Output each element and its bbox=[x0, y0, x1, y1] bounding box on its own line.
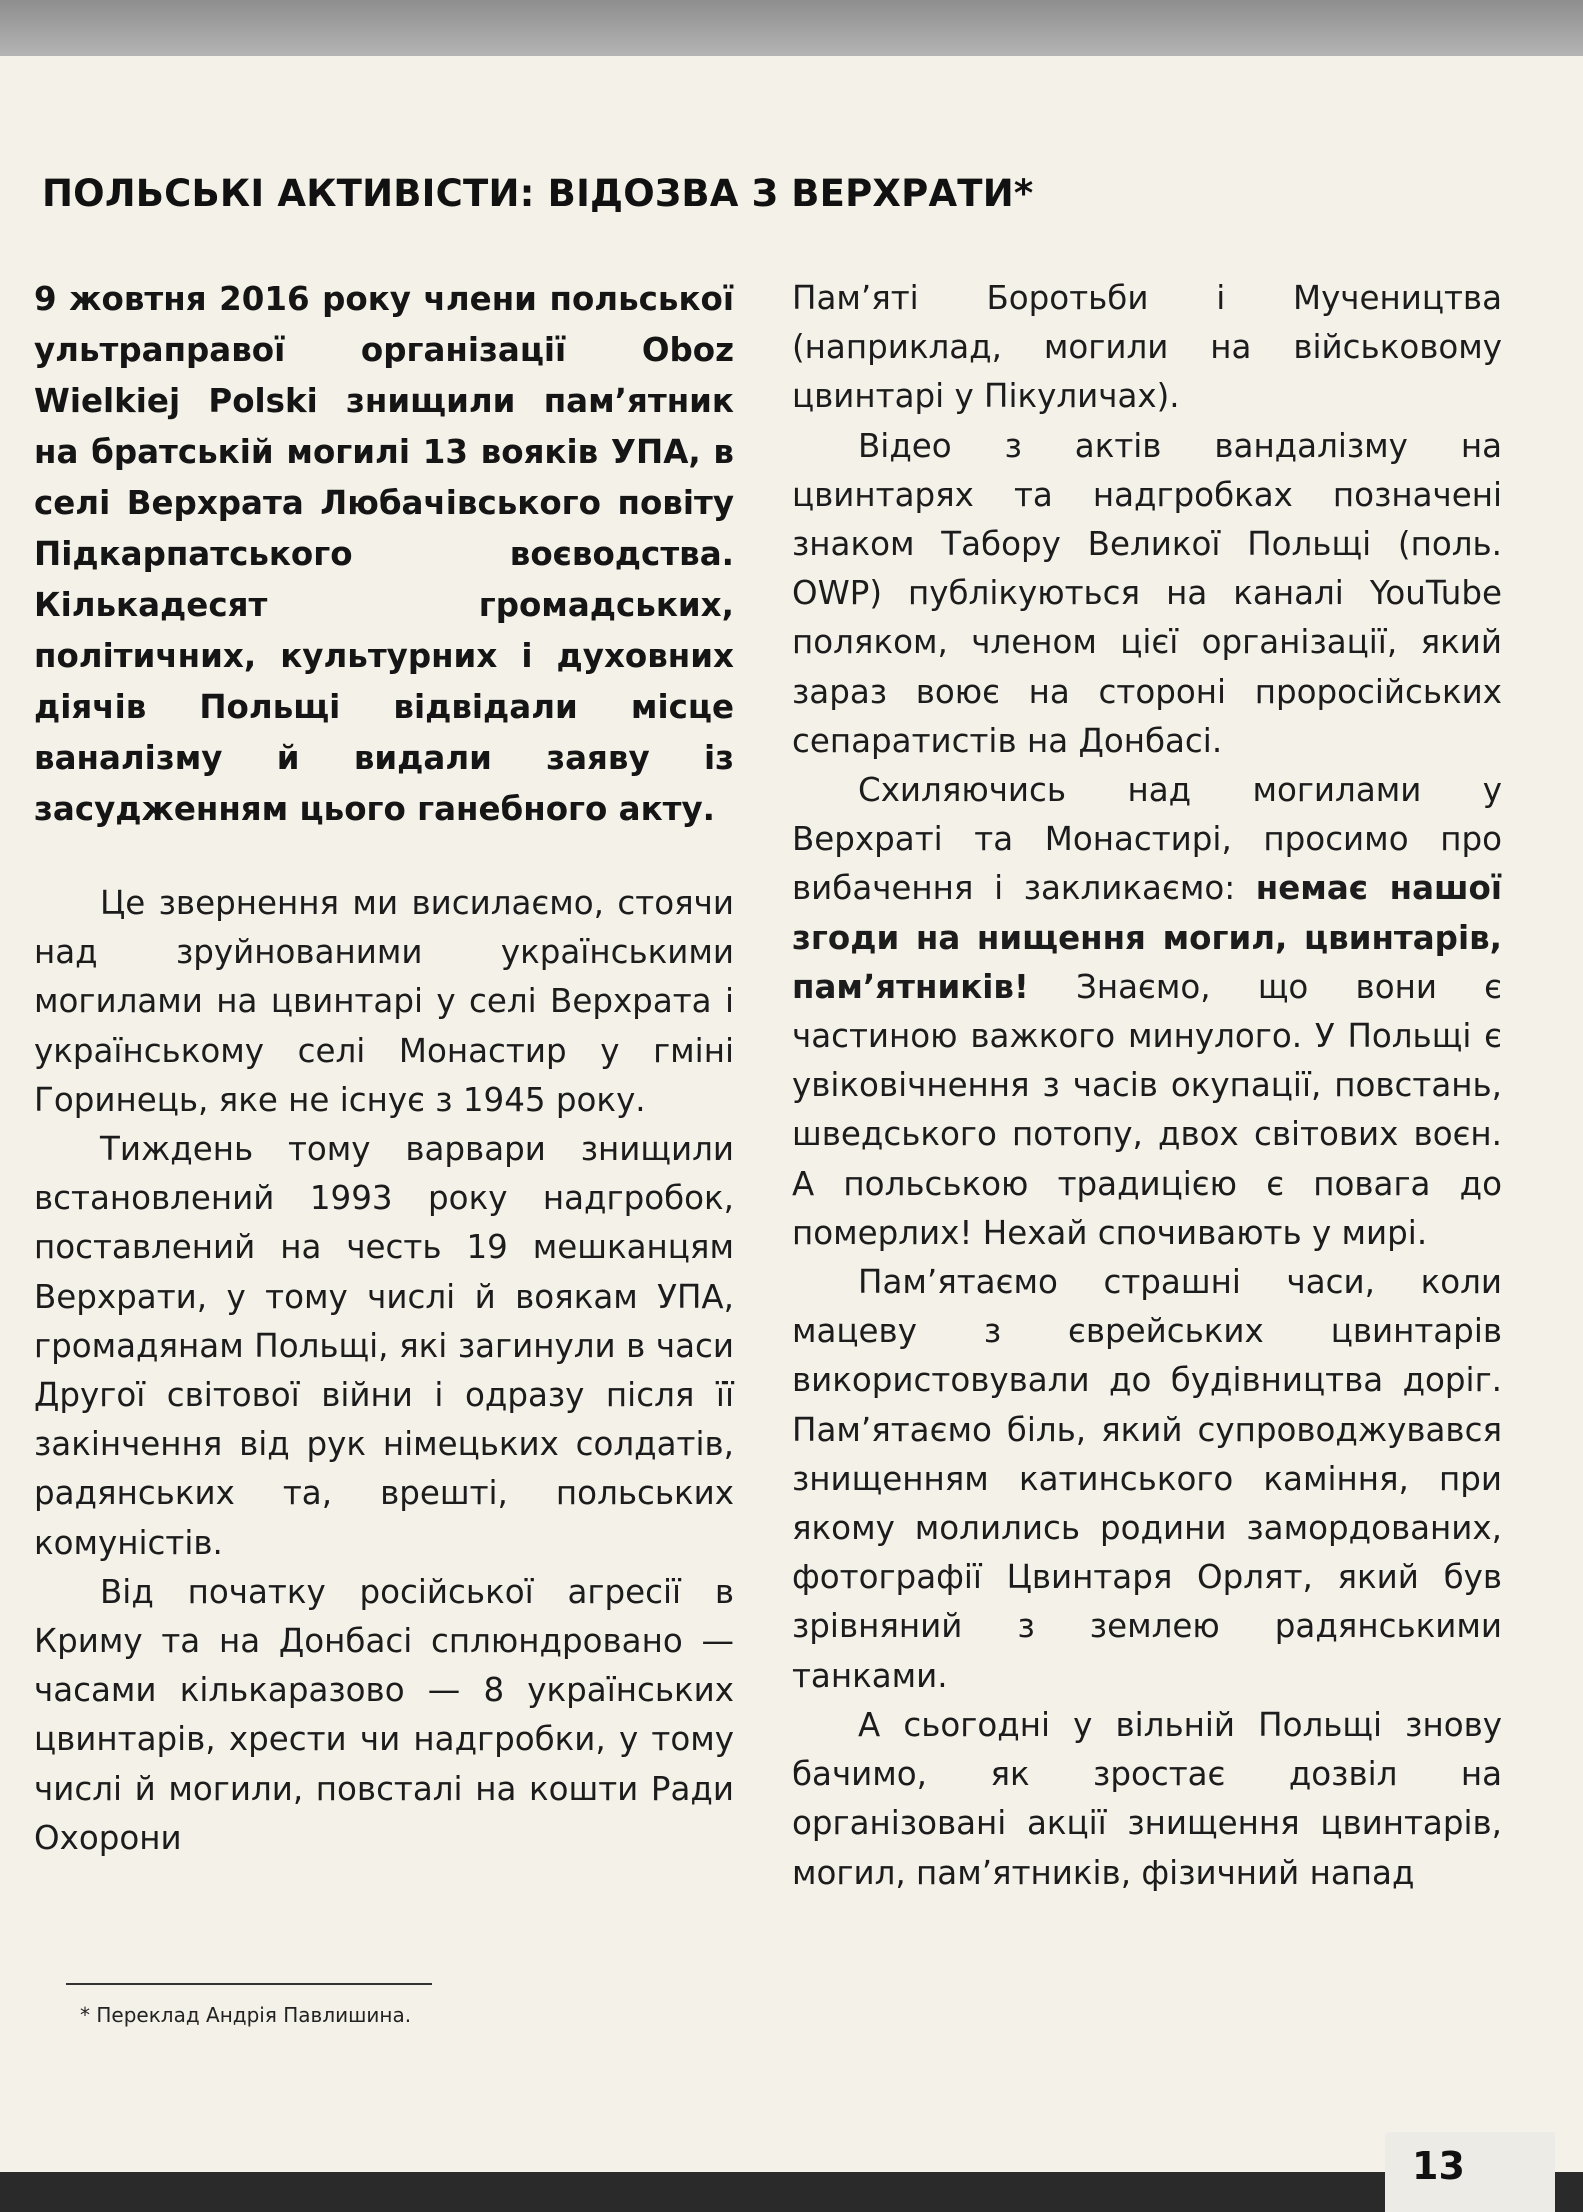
body-paragraph-7: Пам’ятаємо страшні часи, коли мацеву з єврейських цвинтарів використовували до будівництва доріг. Пам’ятаємо біль, який супроводжувався знищенням катинського каміння, при якому молились родини замордованих, фотографії Цвинтаря Орлят, який був зрівняний з землею радянськими танками. bbox=[792, 1263, 1502, 1695]
page-title: ПОЛЬСЬКІ АКТИВІСТИ: ВІДОЗВА З ВЕРХРАТИ* bbox=[42, 172, 1034, 215]
body-paragraph-3: Від початку російської агресії в Криму та на Донбасі сплюндровано — часами кількаразово — 8 українських цвинтарів, хрести чи надгробки, у тому числі й могили, повсталі на кошти Ради Охорони bbox=[34, 1572, 734, 1857]
body-paragraph-4: Пам’яті Боротьби і Мучеництва (наприклад, могили на військовому цвинтарі у Пікуличах). bbox=[792, 279, 1502, 416]
paragraph-6-end: Знаємо, що вони є частиною важкого минулого. У Польщі є увіковічнення з часів окупації, повстань, шведського потопу, двох світових воєн. А польською традицією є повага до померлих! Нехай спочивають у мирі. bbox=[792, 967, 1502, 1252]
page-number-box bbox=[1385, 2132, 1555, 2212]
body-paragraph-1: Це звернення ми висилаємо, стоячи над зруйнованими українськими могилами на цвинтарі у селі Верхрата і українському селі Монастир у гміні Горинець, яке не існує з 1945 року. bbox=[34, 884, 734, 1119]
page-number: 13 bbox=[1412, 2144, 1465, 2188]
body-paragraph-8: А сьогодні у вільній Польщі знову бачимо, як зростає дозвіл на організовані акції знищення цвинтарів, могил, пам’ятників, фізичний напад bbox=[792, 1705, 1502, 1892]
body-paragraph-5: Відео з актів вандалізму на цвинтарях та надгробках позначені знаком Табору Великої Польщі (поль. OWP) публікуються на каналі YouTube поляком, членом цієї організації, який зараз воює на стороні проросійських сепаратистів на Донбасі. bbox=[792, 426, 1502, 760]
left-column bbox=[34, 274, 734, 1863]
top-gray-band bbox=[0, 0, 1583, 56]
body-paragraph-6 bbox=[792, 766, 1502, 1258]
footnote-divider bbox=[66, 1983, 432, 1985]
paragraph-6-start: Схиляючись над могилами у Верхраті та Монастирі, просимо про вибачення і закликаємо: bbox=[792, 771, 1502, 908]
body-paragraph-2: Тиждень тому варвари знищили встановлений 1993 року надгробок, поставлений на честь 19 мешканцям Верхрати, у тому числі й воякам УПА, громадянам Польщі, які загинули в часи Другої світової війни і одразу після її закінчення від рук німецьких солдатів, радянських та, врешті, польських комуністів. bbox=[34, 1130, 734, 1562]
right-column bbox=[792, 274, 1502, 1898]
footnote: * Переклад Андрія Павлишина. bbox=[80, 2003, 412, 2027]
paragraph-6-emphasis: немає нашої згоди на нищення могил, цвинтарів, пам’ятників! bbox=[792, 869, 1502, 1006]
lead-paragraph: 9 жовтня 2016 року члени польської ультраправої організації Oboz Wielkiej Polski знищили пам’ятник на братській могилі 13 вояків УПА, в селі Верхрата Любачівського повіту Підкарпатського воєводства. Кількадесят громадських, політичних, культурних і духовних діячів Польщі відвідали місце ваналізму й видали заяву із засудженням цього ганебного акту. bbox=[34, 280, 734, 828]
bottom-dark-band bbox=[0, 2172, 1583, 2212]
